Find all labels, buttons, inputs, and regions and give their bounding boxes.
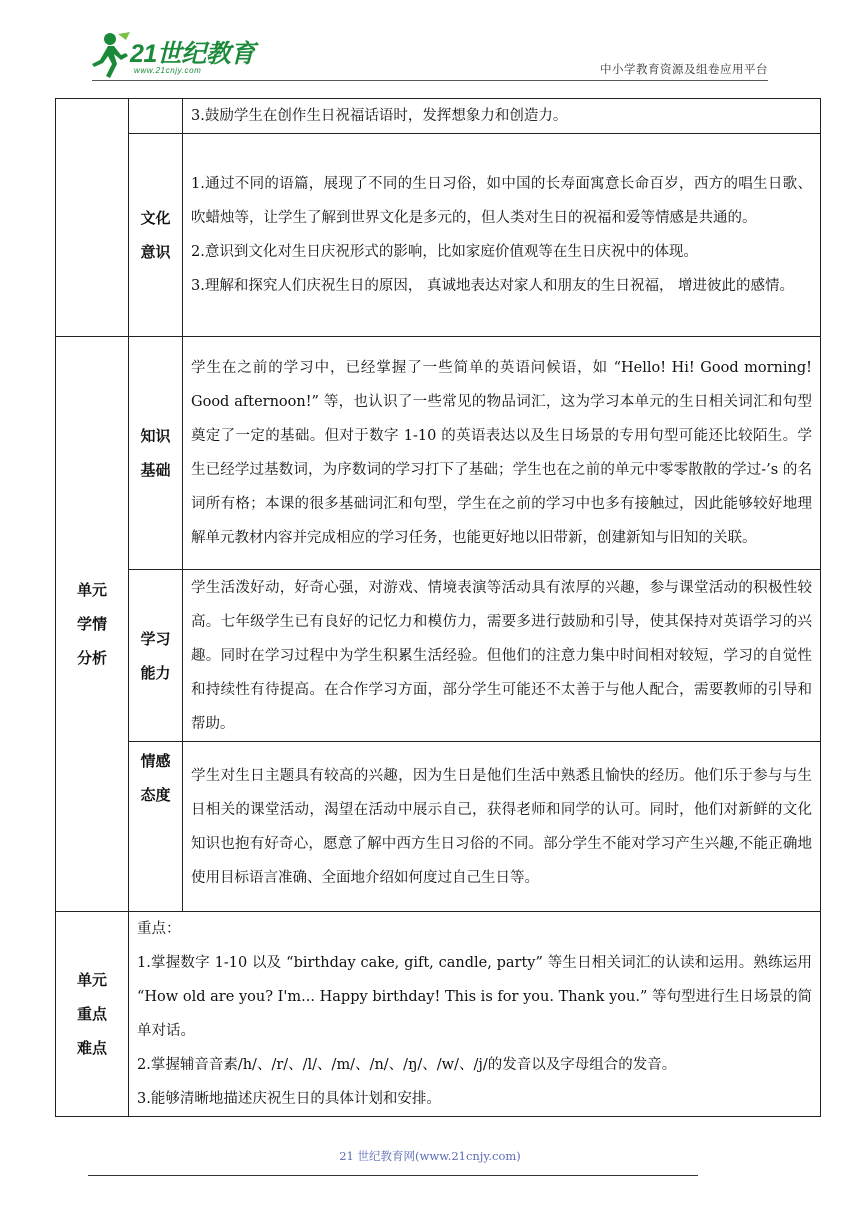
content-cell — [129, 912, 821, 1117]
table-row — [56, 570, 821, 742]
table-row — [56, 134, 821, 337]
table-row — [56, 742, 821, 912]
label-text: 学习 — [140, 629, 171, 648]
empty-cell — [129, 99, 183, 134]
paragraph: 学生在之前的学习中，已经掌握了一些简单的英语问候语，如 “Hello! Hi! Good morning! Good afternoon!” 等，也认识了一些常见的物品词汇，这为学习本单元的生日相关词汇和句型奠定了一定的基础。但对于数字 1-10 的英语表达以及生日场景的专用句型可能还比较陌生。学生已经学过基数词，为序数词的学习打下了基础；学生也在之前的单元中零零散散的学过-’s 的名词所有格；本课的很多基础词汇和句型，学生在之前的学习中也多有接触过，因此能够较好地理解单元教材内容并完成相应的学习任务，也能更好地以旧带新，创建新知与旧知的关联。 — [191, 360, 812, 546]
section-label-cell — [56, 337, 129, 912]
paragraph: 学生对生日主题具有较高的兴趣，因为生日是他们生活中熟悉且愉快的经历。他们乐于参与与生日相关的课堂活动，渴望在活动中展示自己，获得老师和同学的认可。同时，他们对新鲜的文化知识也抱有好奇心，愿意了解中西方生日习俗的不同。部分学生不能对学习产生兴趣,不能正确地使用目标语言准确、全面地介绍如何度过自己生日等。 — [191, 767, 812, 886]
paragraph: 3.鼓励学生在创作生日祝福话语时，发挥想象力和创造力。 — [191, 108, 568, 124]
lesson-plan-table — [55, 98, 821, 1117]
paragraph: 2.掌握辅音音素/h/、/r/、/l/、/m/、/n/、/ŋ/、/w/、/j/的发音以及字母组合的发音。 — [137, 1057, 677, 1073]
paragraph: 3.能够清晰地描述庆祝生日的具体计划和安排。 — [137, 1091, 441, 1107]
label-text: 单元 — [76, 971, 107, 989]
page-header — [0, 0, 860, 90]
label-text: 情感 — [140, 752, 171, 770]
label-text: 重点 — [76, 1005, 107, 1023]
section-label-cell — [56, 912, 129, 1117]
paragraph: 2.意识到文化对生日庆祝形式的影响，比如家庭价值观等在生日庆祝中的体现。 — [191, 244, 698, 260]
label-text: 学情 — [76, 615, 107, 633]
content-cell — [183, 742, 821, 912]
label-text: 文化 — [140, 209, 171, 227]
sub-label-cell — [129, 742, 183, 912]
label-text: 意识 — [140, 243, 171, 261]
label-text: 难点 — [76, 1039, 107, 1057]
header-divider — [92, 80, 768, 81]
content-cell — [183, 134, 821, 337]
label-text: 能力 — [140, 663, 171, 682]
content-cell — [183, 570, 821, 742]
paragraph: 重点： — [137, 921, 181, 937]
sub-label-cell — [129, 134, 183, 337]
label-text: 态度 — [140, 786, 171, 804]
content-cell — [183, 337, 821, 570]
table-row — [56, 99, 821, 134]
paragraph: 3.理解和探究人们庆祝生日的原因， 真诚地表达对家人和朋友的生日祝福， 增进彼此的感情。 — [191, 278, 795, 294]
label-text: 单元 — [76, 581, 107, 599]
site-logo[interactable] — [88, 30, 258, 82]
label-text: 知识 — [140, 427, 171, 445]
empty-cell — [56, 99, 129, 337]
paragraph: 学生活泼好动，好奇心强，对游戏、情境表演等活动具有浓厚的兴趣，参与课堂活动的积极性较高。七年级学生已有良好的记忆力和模仿力，需要多进行鼓励和引导，使其保持对英语学习的兴趣。同时在学习过程中为学生积累生活经验。但他们的注意力集中时间相对较短，学习的自觉性和持续性有待提高。在合作学习方面，部分学生可能还不太善于与他人配合，需要教师的引导和帮助。 — [191, 579, 812, 732]
content-cell — [183, 99, 821, 134]
logo-wordmark: 21世纪教育 — [130, 40, 255, 68]
runner-logo-icon — [88, 30, 132, 80]
sub-label-cell — [129, 337, 183, 570]
paragraph: 1.掌握数字 1-10 以及 “birthday cake, gift, candle, party” 等生日相关词汇的认读和运用。熟练运用 “How old are you? I'm... Happy birthday! This is for you. Thank you.” 等句型进行生日场景的简单对话。 — [137, 955, 812, 1039]
label-text: 分析 — [76, 649, 107, 667]
logo-url: www.21cnjy.com — [134, 66, 202, 75]
platform-slogan: 中小学教育资源及组卷应用平台 — [600, 62, 768, 76]
sub-label-cell — [129, 570, 183, 742]
footer-link[interactable]: 21 世纪教育网(www.21cnjy.com) — [339, 1149, 521, 1163]
table-row — [56, 337, 821, 570]
label-text: 基础 — [140, 461, 171, 479]
paragraph: 1.通过不同的语篇，展现了不同的生日习俗，如中国的长寿面寓意长命百岁，西方的唱生日歌、吹蜡烛等，让学生了解到世界文化是多元的，但人类对生日的祝福和爱等情感是共通的。 — [191, 176, 812, 226]
table-row — [56, 912, 821, 1117]
footer-divider — [88, 1175, 698, 1176]
